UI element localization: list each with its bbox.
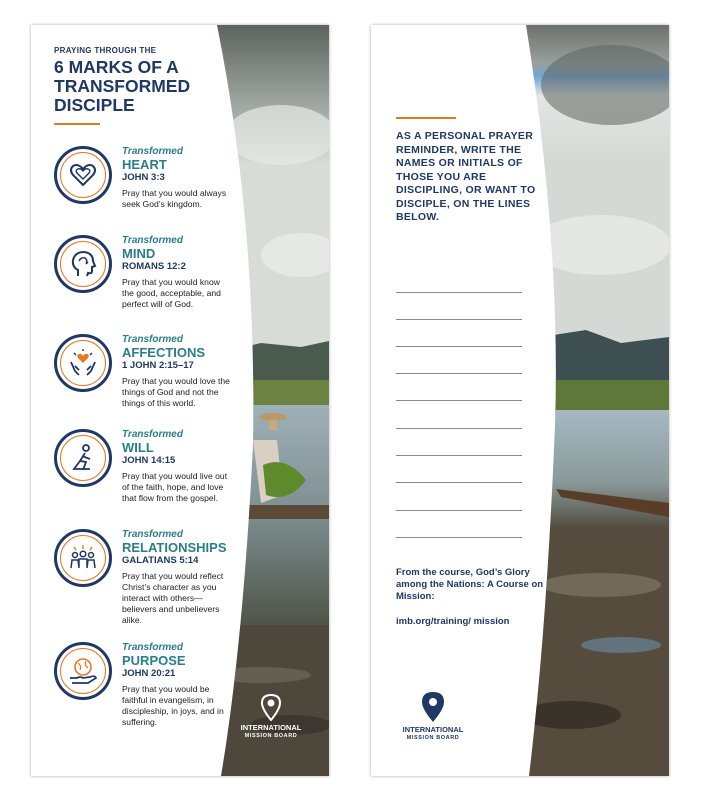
mark-prayer: Pray that you would always seek God’s kingdom. [122,188,227,209]
logo-line1: INTERNATIONAL [240,723,302,732]
title-divider [54,123,100,125]
mark-heading: WILL [122,440,154,455]
mark-heading: MIND [122,246,156,261]
imb-logo [393,691,473,742]
mark-heading: AFFECTIONS [122,345,206,360]
mark-prayer: Pray that you would know the good, acceptable, and perfect will of God. [122,277,221,309]
mark-label: Transformed [122,334,183,345]
map-pin-icon [260,693,282,721]
write-line[interactable] [396,373,522,374]
hands-heart-icon [54,334,112,392]
reminder-divider [396,117,456,119]
write-line[interactable] [396,428,522,429]
mark-reference: JOHN 3:3 [122,172,165,183]
write-line[interactable] [396,346,522,347]
bookmark-front [31,25,329,776]
course-source-text: From the course, God’s Glory among the Nations: A Course on Mission: [396,567,544,602]
mark-label: Transformed [122,529,183,540]
mind-head-icon [54,235,112,293]
page-title: 6 MARKS OF A TRANSFORMED DISCIPLE [54,57,191,115]
write-line[interactable] [396,319,522,320]
logo-line2: MISSION BOARD [244,733,298,739]
mark-prayer: Pray that you would live out of the faith, hope, and love that flow from the gospel. [122,471,228,503]
write-line[interactable] [396,400,522,401]
course-url-link[interactable]: imb.org/training/ mission [396,616,510,627]
mark-reference: JOHN 14:15 [122,455,176,466]
mark-reference: JOHN 20:21 [122,668,176,679]
mark-label: Transformed [122,642,183,653]
write-line[interactable] [396,455,522,456]
heart-icon [54,146,112,204]
logo-line2: MISSION BOARD [406,735,460,741]
imb-logo [231,693,311,740]
kneeling-person-icon [54,429,112,487]
people-group-icon [54,529,112,587]
reminder-text: AS A PERSONAL PRAYER REMINDER, WRITE THE NAMES OR INITIALS OF THOSE YOU ARE DISCIPLING, OR WANT TO DISCIPLE, ON THE LINES BELOW. [396,130,536,223]
write-line[interactable] [396,537,522,538]
mark-label: Transformed [122,235,183,246]
mark-heading: RELATIONSHIPS [122,540,227,555]
write-line[interactable] [396,482,522,483]
mark-label: Transformed [122,146,183,157]
globe-hand-icon [54,642,112,700]
mark-reference: ROMANS 12:2 [122,261,186,272]
mark-heading: PURPOSE [122,653,186,668]
mark-reference: GALATIANS 5:14 [122,555,199,566]
logo-line1: INTERNATIONAL [402,725,464,734]
kicker-text: PRAYING THROUGH THE [54,46,157,55]
write-line[interactable] [396,510,522,511]
bookmark-back [371,25,669,776]
mark-prayer: Pray that you would reflect Christ’s character as you interact with others—believers and unbelievers alike. [122,571,224,625]
mark-heading: HEART [122,157,167,172]
map-pin-icon [421,691,445,723]
mark-prayer: Pray that you would love the things of God and not the things of this world. [122,376,230,408]
mark-prayer: Pray that you would be faithful in evangelism, in discipleship, in joys, and in suffering. [122,684,224,727]
mark-label: Transformed [122,429,183,440]
write-line[interactable] [396,292,522,293]
mark-reference: 1 JOHN 2:15–17 [122,360,194,371]
